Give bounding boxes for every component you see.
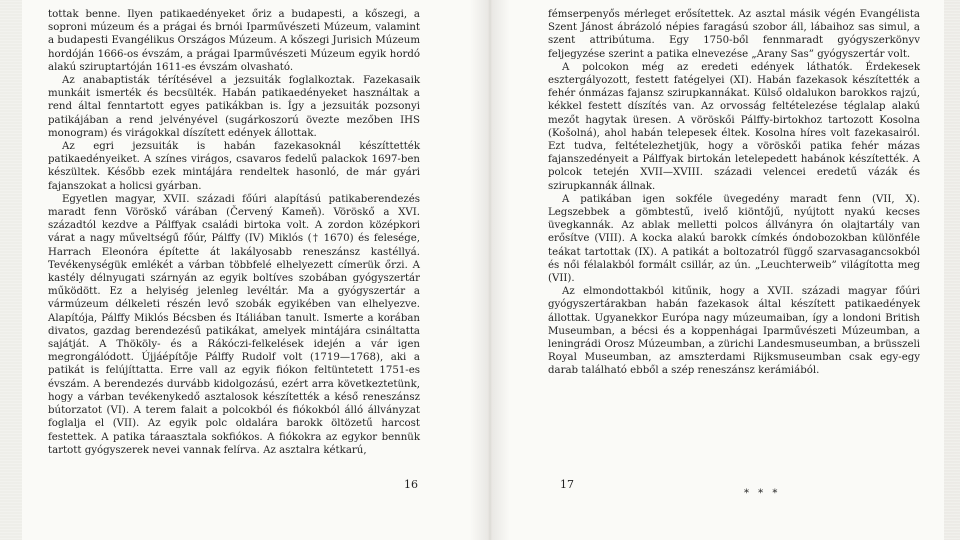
page-edge-left [0,0,22,540]
left-page [48,8,420,457]
right-paragraph: A polcokon még az eredeti edények láthatók. Érdekesek esztergályozott, festett fatégelyei (XI). Habán fazekasok készítették a fehér ónmázas fajansz szirupkannákat. Külső oldalukon barokkos rajzú, kékkel festett díszítés van. Az orvosság feltételezése téglalap alakú mezőt hagytak üresen. A vöröskői Pálffy-birtokhoz tartozott Kosolna (Košolná), ahol habán telepesek éltek. Kosolna híres volt fazekasairól. Ezt tudva, feltételezhetjük, hogy a vöröskői patika fehér mázas fajanszedényeit a Pálffyak birtokán letelepedett habánok készítették. A polcok tetején XVII—XVIII. századi velencei eredetű vázák és szirupkannák állnak. [548,61,920,192]
right-paragraph: Az elmondottakból kitűnik, hogy a XVII. századi magyar főúri gyógyszertárakban habán fazekasok által készített patikaedények állottak. Ugyanekkor Európa nagy múzeumaiban, így a londoni British Museumban, a bécsi és a koppenhágai Iparművészeti Múzeumban, a leningrádi Orosz Múzeumban, a zürichi Landesmuseumban, a brüsszeli Royal Museumban, az amszterdami Rijksmuseumban csak egy-egy darab található ebből a szép reneszánsz kerámiából. [548,286,920,377]
right-paragraph: A patikában igen sokféle üvegedény maradt fenn (VII, X). Legszebbek a gömbtestű, ivelő kiöntőjű, nyújtott nyakú kecses üvegkannák. Az ablak melletti polcos állványra ón olajtartály van erősítve (VIII). A kocka alakú barokk címkés óndobozokban különféle teákat tartottak (IX). A patikát a boltozatról függő szarvasagancsokból és női félalakból formált csillár, az ún. „Leuchterweib” világította meg (VII). [548,193,920,285]
section-ornament: * * * [744,488,781,499]
right-page [548,8,920,378]
page-number-right: 17 [560,478,574,491]
book-gutter [470,0,510,540]
left-paragraph: Az egri jezsuiták is habán fazekasoknál készíttették patikaedényeiket. A színes virágos, csavaros fedelű palackok 1697-ben készültek. Később ezek mintájára rendeltek hasonló, de már gyári fajanszokat a holicsi gyárban. [48,141,420,192]
left-paragraph: Az anabaptisták térítésével a jezsuiták foglalkoztak. Fazekasaik munkáit ismerték és becsülték. Habán patikaedényeket használtak a rend által fenntartott egyes patikákban is. Így a jezsuiták pozsonyi patikájában a rend jelvényével (sugárkoszorú övezte mezőben IHS monogram) és virágokkal díszített edények állottak. [48,75,420,139]
page-number-left: 16 [404,478,418,491]
left-paragraph: Egyetlen magyar, XVII. századi főúri alapítású patikaberendezés maradt fenn Vöröskő várában (Červený Kameň). Vöröskő a XVI. századtól kezdve a Pálffyak családi birtoka volt. A zordon középkori várat a nagy műveltségű főúr, Pálffy (IV) Miklós († 1670) és felesége, Harrach Eleonóra építette át lakályosabb reneszánsz kastéllyá. Tevékenységük emlékét a várban többfelé elhelyezett címerük őrzi. A kastély délnyugati szárnyán az egyik boltíves szobában gyógyszertár működött. Ez a helyiség jelenleg levéltár. Ma a gyógyszertár a vármúzeum délkeleti részén levő szobák egyikében van elhelyezve. Alapítója, Pálffy Miklós Bécsben és Itáliában tanult. Ismerte a korában divatos, gazdag berendezésű patikákat, amelyek mintájára csináltatta sajátját. A Thököly- és a Rákóczi-felkelések idején a vár igen megrongálódott. Újjáépítője Pálffy Rudolf volt (1719—1768), aki a patikát is felújíttatta. Erre vall az egyik fiókon feltüntetett 1751-es évszám. A berendezés durvább kidolgozású, ezért arra következtetünk, hogy a várban tevékenykedő asztalosok készítették a késő reneszánsz bútorzatot (VI). A terem falait a polcokból és fiókokból álló állványzat foglalja el (VII). Az egyik polc oldalára barokk öltözetű harcost festettek. A patika táraasztala sokfiókos. A fiókokra az egykor bennük tartott gyógyszerek nevei vannak felírva. Az asztalra kétkarú, [48,193,420,456]
left-paragraph: tottak benne. Ilyen patikaedényeket őriz a budapesti, a kőszegi, a soproni múzeum és a prágai és brnói Iparművészeti Múzeum, valamint a budapesti Evangélikus Országos Múzeum. A kőszegi Jurisich Múzeum hordóján 1666-os évszám, a prágai Iparművészeti Múzeum egyik hordó alakú sziruptartóján 1611-es évszám olvasható. [48,9,420,73]
right-paragraph: fémserpenyős mérleget erősítettek. Az asztal másik végén Evangélista Szent Jánost ábrázoló népies faragású szobor áll, lábaihoz sas simul, a szent attribútuma. Egy 1750-ből fennmaradt gyógyszerkönyv feljegyzése szerint a patika elnevezése „Arany Sas” gyógyszertár volt. [548,9,920,60]
page-edge-right [944,0,960,540]
